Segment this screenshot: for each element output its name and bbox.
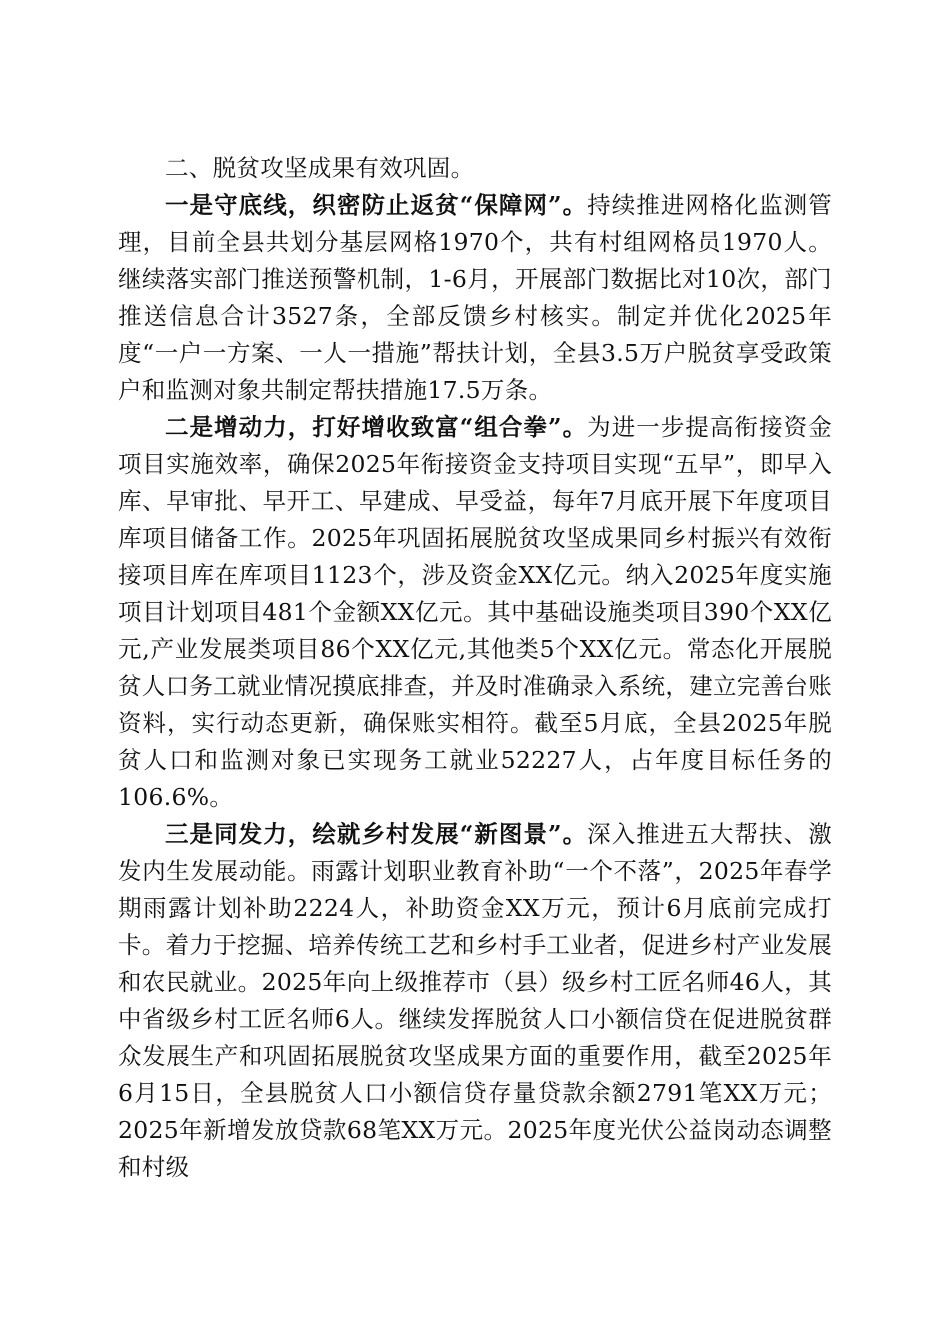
paragraph-safeguard <box>118 187 832 409</box>
paragraph-lead: 三是同发力，绘就乡村发展“新图景”。 <box>165 820 588 848</box>
paragraph-body: 持续推进网格化监测管理，目前全县共划分基层网格1970个，共有村组网格员1970人。继续落实部门推送预警机制，1-6月，开展部门数据比对10次，部门推送信息合计3527条，全部反馈乡村核实。制定并优化2025年度“一户一方案、一人一措施”帮扶计划，全县3.5万户脱贫享受政策户和监测对象共制定帮扶措施17.5万条。 <box>118 191 833 404</box>
section-heading: 二、脱贫攻坚成果有效巩固。 <box>165 154 475 182</box>
document-page <box>118 150 832 1186</box>
paragraph-lead: 一是守底线，织密防止返贫“保障网”。 <box>165 191 588 219</box>
paragraph-joint-effort <box>118 816 832 1186</box>
paragraph-lead: 二是增动力，打好增收致富“组合拳”。 <box>165 413 588 441</box>
paragraph-body: 深入推进五大帮扶、激发内生发展动能。雨露计划职业教育补助“一个不落”，2025年春学期雨露计划补助2224人，补助资金XX万元，预计6月底前完成打卡。着力于挖掘、培养传统工艺和乡村手工业者，促进乡村产业发展和农民就业。2025年向上级推荐市（县）级乡村工匠名师46人，其中省级乡村工匠名师6人。继续发挥脱贫人口小额信贷在促进脱贫群众发展生产和巩固拓展脱贫攻坚成果方面的重要作用，截至2025年6月15日，全县脱贫人口小额信贷存量贷款余额2791笔XX万元；2025年新增发放贷款68笔XX万元。2025年度光伏公益岗动态调整和村级 <box>118 820 833 1181</box>
paragraph-momentum <box>118 409 832 816</box>
paragraph-body: 为进一步提高衔接资金项目实施效率，确保2025年衔接资金支持项目实现“五早”，即早入库、早审批、早开工、早建成、早受益，每年7月底开展下年度项目库项目储备工作。2025年巩固拓展脱贫攻坚成果同乡村振兴有效衔接项目库在库项目1123个，涉及资金XX亿元。纳入2025年度实施项目计划项目481个金额XX亿元。其中基础设施类项目390个XX亿元,产业发展类项目86个XX亿元,其他类5个XX亿元。常态化开展脱贫人口务工就业情况摸底排查，并及时准确录入系统，建立完善台账资料，实行动态更新，确保账实相符。截至5月底，全县2025年脱贫人口和监测对象已实现务工就业52227人，占年度目标任务的106.6%。 <box>118 413 833 811</box>
